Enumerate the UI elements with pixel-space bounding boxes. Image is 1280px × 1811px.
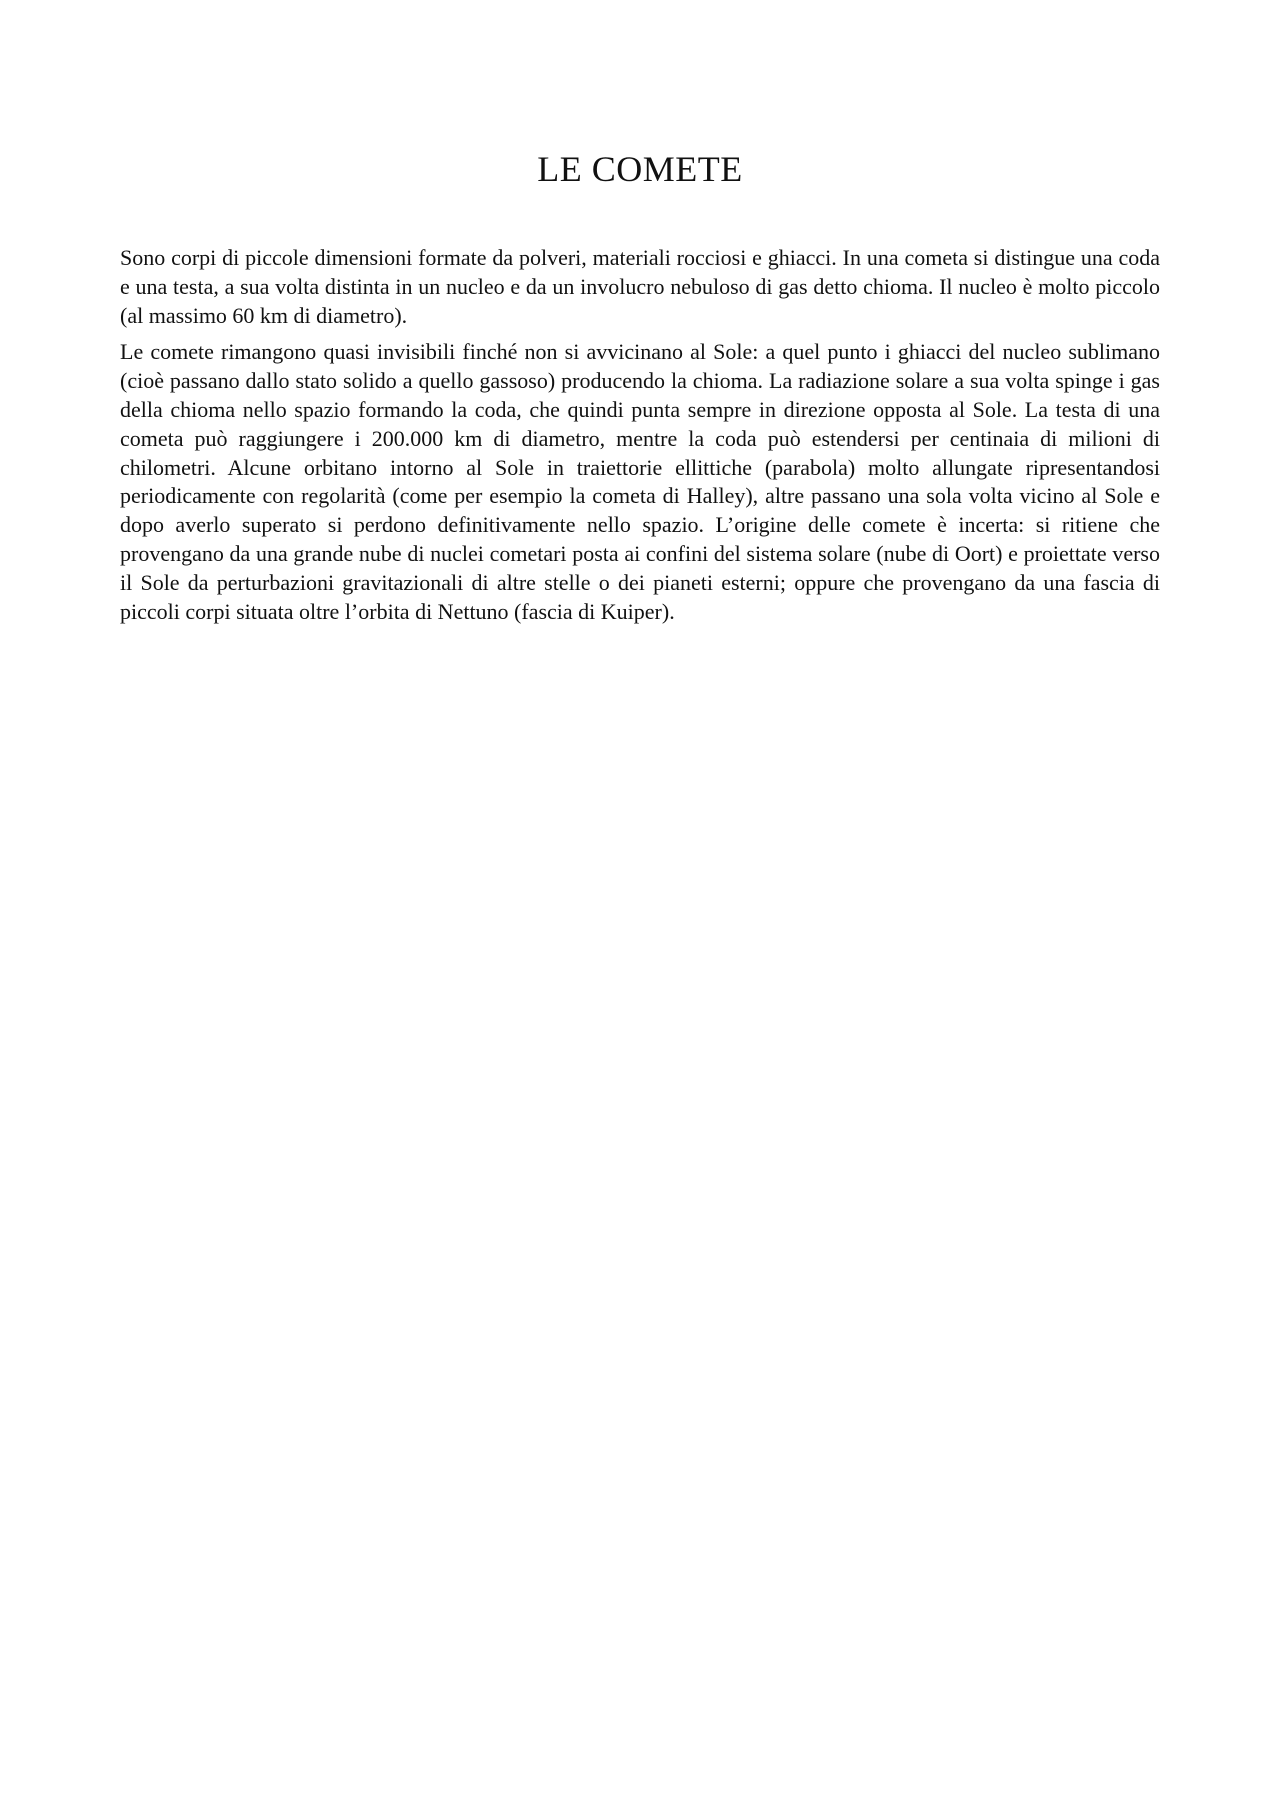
paragraph-details: Le comete rimangono quasi invisibili finché non si avvicinano al Sole: a quel punto i ghiacci del nucleo sublimano (cioè passano dallo stato solido a quello gassoso) producendo la chioma. La radiazione solare a sua volta spinge i gas della chioma nello spazio formando la coda, che quindi punta sempre in direzione opposta al Sole. La testa di una cometa può raggiungere i 200.000 km di diametro, mentre la coda può estendersi per centinaia di milioni di chilometri. Alcune orbitano intorno al Sole in traiettorie ellittiche (parabola) molto allungate ripresentandosi periodicamente con regolarità (come per esempio la cometa di Halley), altre passano una sola volta vicino al Sole e dopo averlo superato si perdono definitivamente nello spazio. L’origine delle comete è incerta: si ritiene che provengano da una grande nube di nuclei cometari posta ai confini del sistema solare (nube di Oort) e proiettate verso il Sole da perturbazioni gravitazionali di altre stelle o dei pianeti esterni; oppure che provengano da una fascia di piccoli corpi situata oltre l’orbita di Nettuno (fascia di Kuiper). [120,339,1160,624]
document-body [120,244,1160,634]
document-title: LE COMETE [537,149,743,189]
paragraph-intro: Sono corpi di piccole dimensioni formate da polveri, materiali rocciosi e ghiacci. In una cometa si distingue una coda e una testa, a sua volta distinta in un nucleo e da un involucro nebuloso di gas detto chioma. Il nucleo è molto piccolo (al massimo 60 km di diametro). [120,245,1160,328]
